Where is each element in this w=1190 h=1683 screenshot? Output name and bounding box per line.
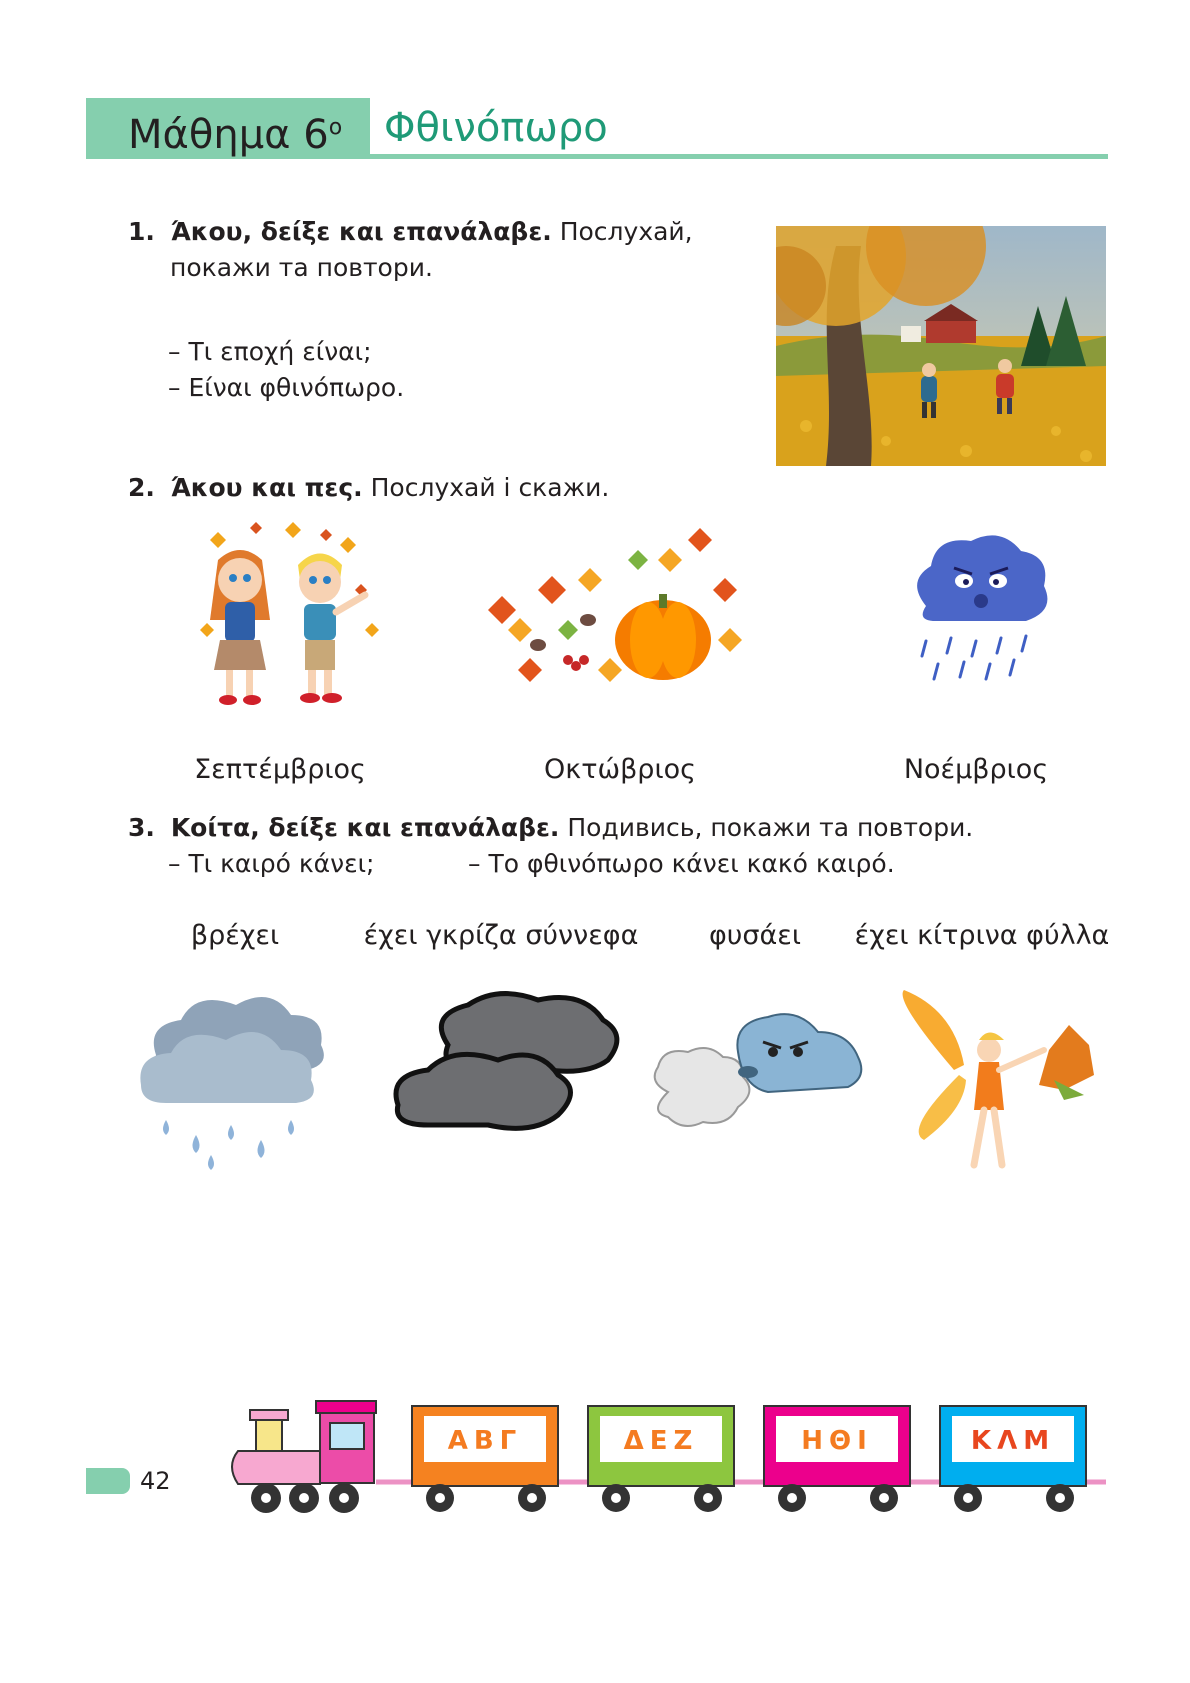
page-number-tab	[86, 1468, 130, 1494]
exercise-translation: Послухай,	[559, 217, 693, 246]
pumpkin-leaves-illustration	[478, 520, 748, 710]
train-engine	[232, 1401, 376, 1513]
exercise-2-heading	[128, 470, 609, 505]
train-car-letters: ΗΘΙ	[801, 1426, 873, 1456]
exercise-3-heading	[128, 810, 973, 845]
train-car-letters: ΑΒΓ	[447, 1426, 523, 1456]
children-autumn-illustration	[190, 520, 390, 720]
weather-label-wind: φυσάει	[708, 920, 802, 951]
exercise-1-translation-line2: покажи та повтори.	[170, 253, 433, 282]
exercise-1-answer: – Είναι φθινόπωρο.	[168, 373, 405, 402]
exercise-number: 3.	[128, 813, 155, 842]
rain-cloud-character-illustration	[906, 526, 1056, 686]
exercise-translation: Послухай і скажи.	[370, 473, 610, 502]
lesson-number	[128, 100, 342, 163]
lesson-superscript: ο	[328, 115, 343, 140]
exercise-instruction: Κοίτα, δείξε και επανάλαβε.	[170, 813, 560, 842]
weather-label-rain: βρέχει	[190, 920, 280, 951]
rain-clouds-illustration	[136, 985, 336, 1175]
exercise-1-heading	[128, 214, 693, 249]
train-car-letters: ΚΛΜ	[970, 1426, 1056, 1456]
month-label-october: Οκτώβριος	[544, 754, 696, 785]
exercise-instruction: Άκου και πες.	[170, 473, 363, 502]
exercise-number: 1.	[128, 217, 155, 246]
weather-label-yellow-leaves: έχει κίτρινα φύλλα	[854, 920, 1110, 951]
exercise-1-question: – Τι εποχή είναι;	[168, 337, 372, 366]
lesson-title: Φθινόπωρο	[384, 105, 608, 151]
month-label-november: Νοέμβριος	[903, 754, 1049, 785]
autumn-fairy-illustration	[884, 990, 1106, 1190]
train-car-2	[588, 1406, 734, 1512]
alphabet-train-illustration	[226, 1396, 1116, 1526]
month-label-september: Σεπτέμβριος	[194, 754, 366, 785]
train-car-3	[764, 1406, 910, 1512]
weather-label-grey-clouds: έχει γκρίζα σύννεφα	[363, 920, 639, 951]
train-car-1	[412, 1406, 558, 1512]
exercise-translation: Подивись, покажи та повтори.	[567, 813, 974, 842]
lesson-label: Μάθημα 6	[128, 112, 329, 158]
exercise-number: 2.	[128, 473, 155, 502]
page-number: 42	[140, 1467, 171, 1495]
exercise-3-answer: – Το φθινόπωρο κάνει κακό καιρό.	[468, 849, 895, 878]
exercise-3-question: – Τι καιρό κάνει;	[168, 849, 375, 878]
exercise-instruction: Άκου, δείξε και επανάλαβε.	[170, 217, 552, 246]
autumn-landscape-image	[776, 226, 1106, 466]
blowing-wind-cloud-illustration	[648, 1012, 868, 1182]
train-car-4	[940, 1406, 1086, 1512]
train-car-letters: ΔΕΖ	[623, 1426, 699, 1456]
grey-clouds-illustration	[388, 985, 628, 1145]
